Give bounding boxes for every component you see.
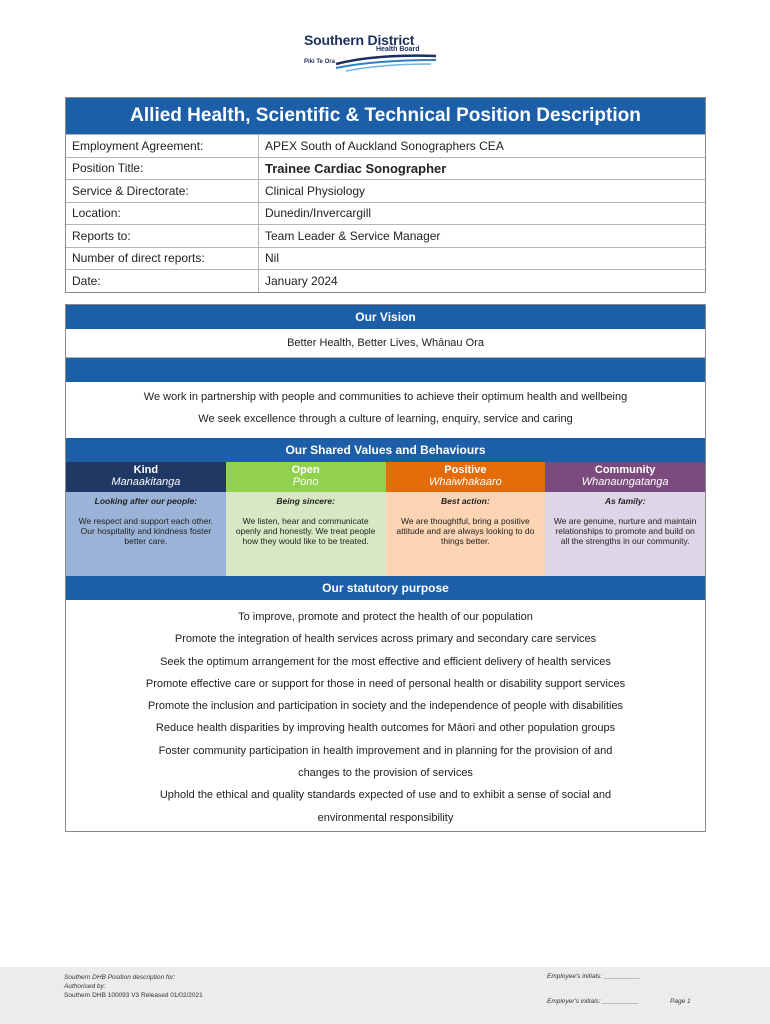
value-body bbox=[386, 492, 546, 576]
document-title: Allied Health, Scientific & Technical Position Description bbox=[66, 98, 705, 134]
table-row bbox=[66, 135, 705, 158]
value-text: We are thoughtful, bring a positive attitude and are always looking to do things better. bbox=[396, 516, 535, 546]
info-value: Clinical Physiology bbox=[259, 180, 706, 203]
vision-heading: Our Vision bbox=[66, 305, 705, 329]
sdhb-logo bbox=[296, 30, 446, 72]
value-positive bbox=[386, 462, 546, 576]
value-body bbox=[545, 492, 705, 576]
table-row bbox=[66, 202, 705, 225]
vision-text: Better Health, Better Lives, Whānau Ora bbox=[66, 329, 705, 358]
value-lead: Being sincere: bbox=[276, 496, 335, 506]
footer-document-info bbox=[64, 973, 203, 1000]
logo-subtitle: Health Board bbox=[376, 46, 420, 53]
value-header bbox=[545, 462, 705, 492]
purpose-line: Promote the inclusion and participation in society and the independence of people with disabilities bbox=[147, 700, 624, 713]
values-heading: Our Shared Values and Behaviours bbox=[66, 438, 705, 462]
value-lead: As family: bbox=[604, 496, 646, 506]
value-name: Kind bbox=[133, 464, 159, 476]
info-key: Position Title: bbox=[66, 157, 259, 180]
value-lead: Looking after our people: bbox=[94, 496, 198, 506]
purpose-line: Foster community participation in health improvement and in planning for the provision of and bbox=[158, 744, 613, 757]
purpose-line: Reduce health disparities by improving health outcomes for Māori and other population groups bbox=[155, 722, 616, 735]
table-row bbox=[66, 270, 705, 292]
purpose-line: changes to the provision of services bbox=[298, 767, 473, 780]
value-name: Positive bbox=[444, 464, 487, 476]
value-open bbox=[226, 462, 386, 576]
table-row bbox=[66, 157, 705, 180]
organisation-values-frame bbox=[65, 304, 706, 832]
value-text: We listen, hear and communicate openly and honestly. We treat people how they would like to be treated. bbox=[235, 516, 376, 546]
mission-block bbox=[66, 382, 705, 438]
footer-authorised-label: Authorised by: bbox=[64, 983, 106, 990]
value-text: We respect and support each other. Our hospitality and kindness foster better care. bbox=[78, 516, 214, 546]
info-value: Dunedin/Invercargill bbox=[259, 202, 706, 225]
value-name: Open bbox=[291, 464, 320, 476]
value-lead: Best action: bbox=[441, 496, 490, 506]
value-text: We are genuine, nurture and maintain relationships to promote and build on all the strengths in our community. bbox=[553, 516, 697, 546]
logo-name: Southern District bbox=[304, 32, 415, 48]
logo-tagline: Piki Te Ora bbox=[304, 59, 335, 65]
purpose-line: To improve, promote and protect the health of our population bbox=[238, 611, 533, 623]
info-key: Service & Directorate: bbox=[66, 180, 259, 203]
position-title-value: Trainee Cardiac Sonographer bbox=[259, 157, 706, 180]
section-divider bbox=[66, 358, 705, 382]
table-row bbox=[66, 180, 705, 203]
purpose-heading: Our statutory purpose bbox=[66, 576, 705, 600]
employer-initials: Employer's initials: __________ bbox=[547, 998, 639, 1005]
values-grid bbox=[66, 462, 705, 576]
table-row bbox=[66, 225, 705, 248]
value-name: Community bbox=[594, 464, 656, 476]
info-key: Employment Agreement: bbox=[66, 135, 259, 158]
value-maori-name: Whanaungatanga bbox=[581, 476, 669, 488]
info-key: Location: bbox=[66, 202, 259, 225]
mission-line: We seek excellence through a culture of learning, enquiry, service and caring bbox=[198, 413, 573, 425]
footer-description-label: Southern DHB Position description for: bbox=[64, 974, 176, 981]
info-key: Number of direct reports: bbox=[66, 247, 259, 270]
page-number: Page 1 bbox=[670, 998, 691, 1005]
page-footer bbox=[0, 967, 770, 1024]
value-kind bbox=[66, 462, 226, 576]
info-key: Reports to: bbox=[66, 225, 259, 248]
purpose-line: environmental responsibility bbox=[317, 811, 454, 824]
purpose-line: Seek the optimum arrangement for the most effective and efficient delivery of health services bbox=[160, 655, 611, 668]
info-value: APEX South of Auckland Sonographers CEA bbox=[259, 135, 706, 158]
value-maori-name: Whaiwhakaaro bbox=[428, 476, 502, 488]
value-body bbox=[66, 492, 226, 576]
info-value: Nil bbox=[259, 247, 706, 270]
position-info-frame bbox=[65, 97, 706, 293]
mission-line: We work in partnership with people and communities to achieve their optimum health and wellbeing bbox=[143, 391, 628, 403]
value-community bbox=[545, 462, 705, 576]
table-row bbox=[66, 247, 705, 270]
purpose-line: Promote effective care or support for those in need of personal health or disability support services bbox=[145, 677, 626, 690]
value-body bbox=[226, 492, 386, 576]
employee-initials: Employee's initials: __________ bbox=[547, 973, 641, 980]
purpose-line: Promote the integration of health services across primary and secondary care services bbox=[174, 633, 597, 646]
footer-release-info: Southern DHB 100093 V3 Released 01/02/2021 bbox=[64, 992, 203, 999]
position-info-table bbox=[66, 134, 705, 292]
info-value: January 2024 bbox=[259, 270, 706, 292]
value-header bbox=[386, 462, 546, 492]
info-key: Date: bbox=[66, 270, 259, 292]
value-header bbox=[226, 462, 386, 492]
value-header bbox=[66, 462, 226, 492]
purpose-list bbox=[66, 600, 705, 831]
purpose-line: Uphold the ethical and quality standards expected of use and to exhibit a sense of social and bbox=[159, 789, 612, 802]
info-value: Team Leader & Service Manager bbox=[259, 225, 706, 248]
value-maori-name: Manaakitanga bbox=[111, 476, 181, 488]
value-maori-name: Pono bbox=[292, 476, 319, 488]
